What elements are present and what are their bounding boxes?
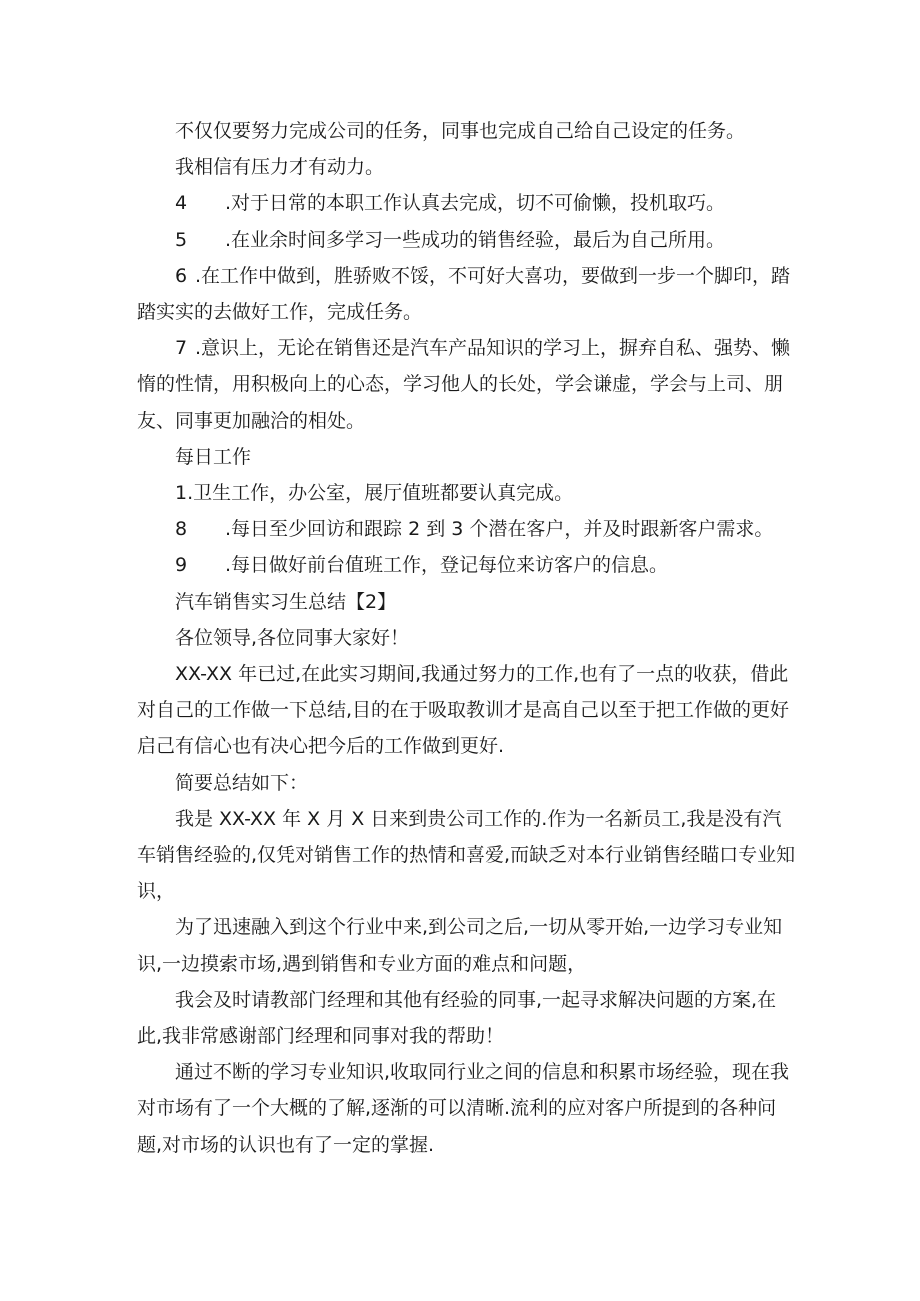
- paragraph-text: 不仅仅要努力完成公司的任务，同事也完成自己给自己设定的任务。: [175, 120, 746, 142]
- paragraph-thanks: [137, 982, 797, 1054]
- paragraph-text: 每日工作: [175, 445, 252, 468]
- list-item-text: .每日做好前台值班工作，登记每位来访客户的信息。: [225, 554, 669, 577]
- paragraph-text: 各位领导,各位同事大家好！: [175, 626, 410, 649]
- list-item-8: [137, 511, 797, 547]
- list-item-text: .在工作中做到，胜骄败不馁，不可好大喜功，要做到一步一个脚印，踏踏实实的去做好工作，完成任务。: [137, 264, 791, 324]
- paragraph-text: 简要总结如下：: [175, 771, 309, 794]
- document-body: [137, 113, 797, 1163]
- paragraph-text: 我相信有压力才有动力。: [175, 156, 385, 179]
- paragraph-text: XX-XX 年已过,在此实习期间,我通过努力的工作,也有了一点的收获，借此对自己的工作做一下总结,目的在于吸取教训才是高自己以至于把工作做的更好启己有信心也有决心把今后的工作做到更好.: [137, 663, 790, 758]
- paragraph-learning: [137, 909, 797, 981]
- list-item-5: [137, 222, 797, 258]
- paragraph-text: 我是 XX-XX 年 X 月 X 日来到贵公司工作的.作为一名新员工,我是没有汽车销售经验的,仅凭对销售工作的热情和喜爱,而缺乏对本行业销售经瞄口专业知识，: [137, 807, 796, 903]
- list-item-text: 1.卫生工作，办公室，展厅值班都要认真完成。: [175, 482, 574, 505]
- list-item-9: [137, 547, 797, 583]
- paragraph-text: 我会及时请教部门经理和其他有经验的同事,一起寻求解决问题的方案,在此,我非常感谢部门经理和同事对我的帮助！: [137, 988, 777, 1048]
- paragraph-text: 汽车销售实习生总结【2】: [175, 590, 397, 613]
- list-item-4: [137, 185, 797, 221]
- list-number: 6: [175, 264, 188, 287]
- list-number: 7: [175, 337, 188, 360]
- section-heading-summary-2: [137, 584, 797, 620]
- paragraph-new-employee: [137, 801, 797, 910]
- list-number: 8: [175, 518, 188, 541]
- list-number: 5: [175, 228, 188, 251]
- list-item-1: [137, 475, 797, 511]
- paragraph-text: 通过不断的学习专业知识,收取同行业之间的信息和积累市场经验，现在我对市场有了一个大概的了解,逐渐的可以清晰.流利的应对客户所提到的各种问题,对市场的认识也有了一定的掌握.: [137, 1061, 790, 1156]
- paragraph-greeting: [137, 620, 797, 656]
- list-item-6: [137, 258, 797, 330]
- paragraph-market-knowledge: [137, 1054, 797, 1163]
- paragraph-pressure: [137, 149, 797, 185]
- list-item-text: .意识上，无论在销售还是汽车产品知识的学习上，摒弃自私、强势、懒惰的性情，用积极向上的心态，学习他人的长处，学会谦虚，学会与上司、朋友、同事更加融洽的相处。: [137, 337, 791, 432]
- paragraph-year-review: [137, 656, 797, 765]
- list-number: 4: [175, 192, 188, 215]
- paragraph-text: 为了迅速融入到这个行业中来,到公司之后,一切从零开始,一边学习专业知识,一边摸索市场,遇到销售和专业方面的难点和问题，: [137, 916, 783, 975]
- list-item-7: [137, 330, 797, 439]
- list-item-text: .每日至少回访和跟踪 2 到 3 个潜在客户，并及时跟新客户需求。: [225, 518, 774, 541]
- list-item-text: .在业余时间多学习一些成功的销售经验，最后为自己所用。: [225, 228, 726, 251]
- section-heading-daily-work: [137, 439, 797, 475]
- paragraph-task-completion: [137, 113, 797, 149]
- list-item-text: .对于日常的本职工作认真去完成，切不可偷懒，投机取巧。: [225, 192, 726, 215]
- paragraph-summary-intro: [137, 765, 797, 801]
- list-number: 9: [175, 554, 188, 577]
